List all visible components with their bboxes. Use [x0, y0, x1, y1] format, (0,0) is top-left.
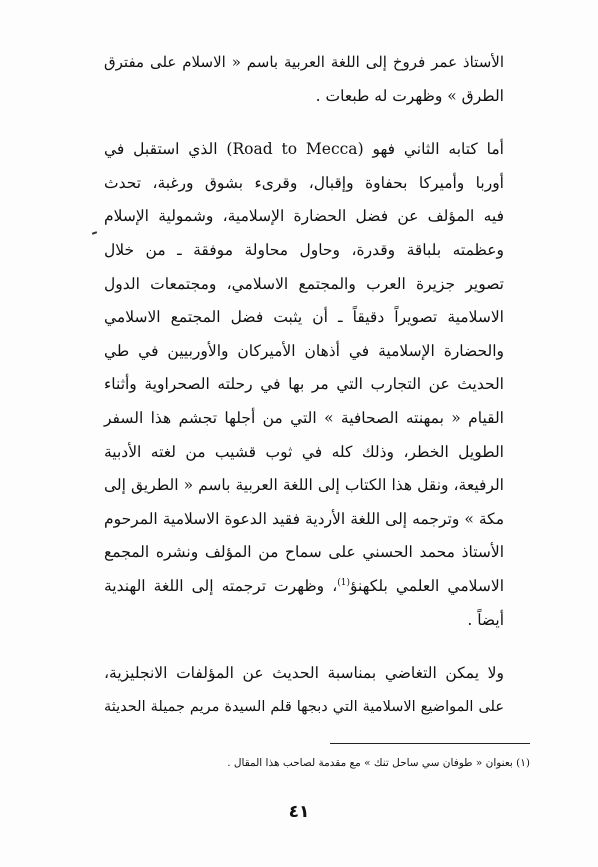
main-text-block: [104, 46, 504, 724]
margin-mark: [92, 231, 97, 235]
page-number: ٤١: [288, 802, 310, 822]
text-line: أوربا وأميركا بحفاوة وإقبال، وقرىء بشوق ورغبة، تحدث: [104, 173, 504, 192]
text-line: ولا يمكن التغاضي بمناسبة الحديث عن المؤلفات الانجليزية،: [104, 664, 504, 683]
text-line: والحضارة الإسلامية في أذهان الأميركان والأوربيين في طي: [104, 341, 504, 360]
text-line: فيه المؤلف عن فضل الحضارة الإسلامية، وشمولية الإسلام: [104, 207, 504, 226]
text-line: الأستاذ محمد الحسني على سماح من المؤلف ونشره المجمع: [104, 543, 504, 562]
text-line: الرفيعة، ونقل هذا الكتاب إلى اللغة العربية باسم « الطريق إلى: [104, 476, 504, 495]
text-line: مكة » وترجمه إلى اللغة الأردية فقيد الدعوة الاسلامية المرحوم: [104, 509, 504, 528]
text-line: الاسلامية تصويراً دقيقاً ـ أن يثبت فضل المجتمع الاسلامي: [104, 308, 504, 327]
paragraph-2: [104, 133, 504, 637]
text-line: الحديث عن التجارب التي مر بها في رحلته الصحراوية وأثناء: [104, 375, 504, 394]
text-line: تصوير جزيرة العرب والمجتمع الاسلامي، ومجتمعات الدول: [104, 274, 504, 293]
paragraph-1: [104, 46, 504, 113]
text-line: الأستاذ عمر فروخ إلى اللغة العربية باسم « الاسلام على مفترق: [104, 53, 504, 71]
text-line: وعظمته بلباقة وقدرة، وحاول محاولة موفقة ـ من خلال: [104, 240, 504, 259]
text-line-start: الاسلامي العلمي بلكهنؤ: [349, 576, 504, 595]
paragraph-3: [104, 657, 504, 724]
text-line: القيام « بمهنته الصحافية » التي من أجلها تجشم هذا السفر: [104, 408, 504, 427]
footnote: (١) بعنوان « طوفان سي ساحل تنك » مع مقدمة لصاحب هذا المقال .: [227, 757, 530, 769]
text-line: أيضاً .: [467, 610, 504, 629]
text-line: على المواضيع الاسلامية التي دبجها قلم السيدة مريم جميلة الحديثة: [104, 698, 504, 715]
footnote-marker: (1): [337, 577, 350, 588]
text-line: الطويل الخطر، وذلك كله في ثوب قشيب من لغته الأدبية: [104, 442, 504, 461]
text-line: الطرق » وظهرت له طبعات .: [315, 86, 504, 105]
text-line-with-footnote: [104, 570, 504, 604]
text-line: أما كتابه الثاني فهو (Road to Mecca) الذي استقبل في: [104, 140, 504, 159]
footnote-divider: [330, 743, 530, 744]
text-line-end: ، وظهرت ترجمته إلى اللغة الهندية: [104, 576, 338, 595]
